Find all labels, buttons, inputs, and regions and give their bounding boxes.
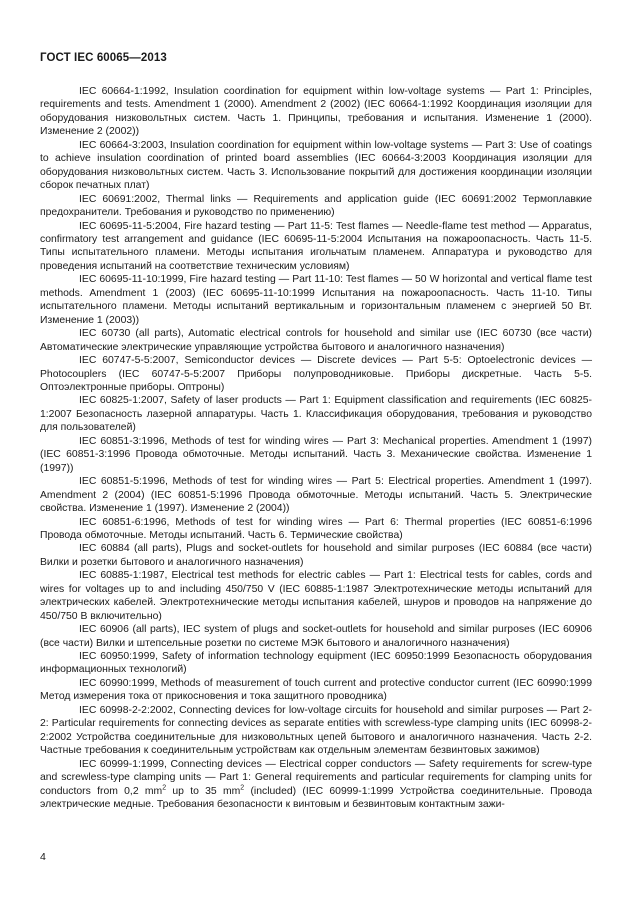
reference-entry: IEC 60664-3:2003, Insulation coordination for equipment within low-voltage systems — Part 3: Use of coatings to achieve insulation coordination of printed board assemblies (IEC 60664-3:2003 Координация изоляции для оборудования низковольтных систем. Часть 3. Использование покрытий для достижения координации изоляции сборок печатных плат) [40, 139, 592, 192]
reference-entry: IEC 60990:1999, Methods of measurement of touch current and protective conductor current (IEC 60990:1999 Метод измерения тока от прикосновения и тока защитного проводника) [40, 677, 592, 703]
reference-entry: IEC 60747-5-5:2007, Semiconductor devices — Discrete devices — Part 5-5: Optoelectronic devices — Photocouplers (IEC 60747-5-5:2007 Приборы полупроводниковые. Приборы дискретные. Часть 5-5. Оптоэлектронные приборы. Оптроны) [40, 355, 592, 393]
reference-entry: IEC 60825-1:2007, Safety of laser products — Part 1: Equipment classification and requirements (IEC 60825-1:2007 Безопасность лазерной аппаратуры. Часть 1. Классификация оборудования, требования и руководство для пользователей) [40, 395, 592, 434]
superscript: 2 [240, 784, 245, 792]
reference-entry: IEC 60885-1:1987, Electrical test methods for electric cables — Part 1: Electrical tests for cables, cords and wires for voltages up to and including 450/750 V (IEC 60885-1:1987 Электротехнические методы испытаний для электрических кабелей. Электротехнические методы испытания кабелей, шнуров и проводов на напряжение до 450/750 В включительно) [40, 570, 592, 622]
reference-entry: IEC 60851-5:1996, Methods of test for winding wires — Part 5: Electrical properties. Amendment 1 (1997). Amendment 2 (2004) (IEC 60851-5:1996 Провода обмоточные. Методы испытаний. Часть 5. Электрические свойства. Изменение 1 (1997). Изменение 2 (2004)) [40, 476, 592, 515]
reference-entry: IEC 60664-1:1992, Insulation coordination for equipment within low-voltage systems — Part 1: Principles, requirements and tests. Amendment 1 (2000). Amendment 2 (2002) (IEC 60664-1:1992 Координация изоляции для оборудования низковольтных систем. Часть 1. Принципы, требования и испытания. Изменение 1 (2000). Изменение 2 (2002)) [40, 86, 592, 138]
reference-entry: IEC 60906 (all parts), IEC system of plugs and socket-outlets for household and similar purposes (IEC 60906 (все части) Вилки и штепсельные розетки по системе МЭК бытового и аналогичного назначения) [40, 624, 592, 649]
page-number: 4 [40, 851, 46, 863]
reference-text: (included) (IEC 60999-1:1999 Устройства соединительные. Провода электрические медные. Требования безопасности к винтовым и безвинтовым контактным зажи- [40, 785, 593, 811]
reference-text: up to 35 mm [166, 785, 241, 797]
reference-entry: IEC 60695-11-5:2004, Fire hazard testing — Part 11-5: Test flames — Needle-flame test method — Apparatus, confirmatory test arrangement and guidance (IEC 60695-11-5:2004 Испытания на пожароопасность. Часть 11-5. Типы испытательного пламени. Методы испытания игольчатым пламенем. Аппаратура и руководство для проведения испытаний на соответствие техническим условиям) [40, 220, 592, 272]
reference-list [40, 85, 592, 811]
reference-entry: IEC 60851-3:1996, Methods of test for winding wires — Part 3: Mechanical properties. Amendment 1 (1997) (IEC 60851-3:1996 Провода обмоточные. Методы испытаний. Часть 3. Механические свойства. Изменение 1 (1997)) [40, 435, 592, 474]
reference-entry: IEC 60695-11-10:1999, Fire hazard testing — Part 11-10: Test flames — 50 W horizontal and vertical flame test methods. Amendment 1 (2003) (IEC 60695-11-10:1999 Испытания на пожароопасность. Часть 11-10. Типы испытательного пламени. Методы испытаний вертикальным и горизонтальным пламенем с энергией 50 Вт. Изменение 1 (2003)) [40, 274, 592, 326]
superscript: 2 [162, 784, 167, 792]
reference-entry: IEC 60998-2-2:2002, Connecting devices for low-voltage circuits for household and similar purposes — Part 2-2: Particular requirements for connecting devices as separate entities with screwless-type clamping units (IEC 60998-2-2:2002 Устройства соединительные для низковольтных цепей бытового и аналогичного назначения. Часть 2-2. Частные требования к соединительным устройствам как отдельным элементам безвинтовых зажимов) [40, 704, 592, 757]
reference-entry: IEC 60884 (all parts), Plugs and socket-outlets for household and similar purposes (IEC 60884 (все части) Вилки и розетки бытового и аналогичного назначения) [40, 543, 592, 568]
reference-text: IEC 60999-1:1999, Connecting devices — Electrical copper conductors — Safety requirements for screw-type and screwless-type clamping units — Part 1: General requirements and particular requirements for clamping units for conductors from 0,2 mm [40, 758, 592, 797]
reference-entry: IEC 60730 (all parts), Automatic electrical controls for household and similar use (IEC 60730 (все части) Автоматические электрические управляющие устройства бытового и аналогичного назначения) [40, 328, 592, 353]
reference-entry: IEC 60691:2002, Thermal links — Requirements and application guide (IEC 60691:2002 Термоплавкие предохранители. Требования и руководство по применению) [40, 193, 592, 219]
reference-entry: IEC 60851-6:1996, Methods of test for winding wires — Part 6: Thermal properties (IEC 60851-6:1996 Провода обмоточные. Методы испытаний. Часть 6. Термические свойства) [40, 516, 592, 541]
reference-entry-last [40, 758, 592, 812]
document-header: ГОСТ IEC 60065—2013 [40, 52, 167, 64]
reference-entry: IEC 60950:1999, Safety of information technology equipment (IEC 60950:1999 Безопасность оборудования информационных технологий) [40, 651, 592, 676]
